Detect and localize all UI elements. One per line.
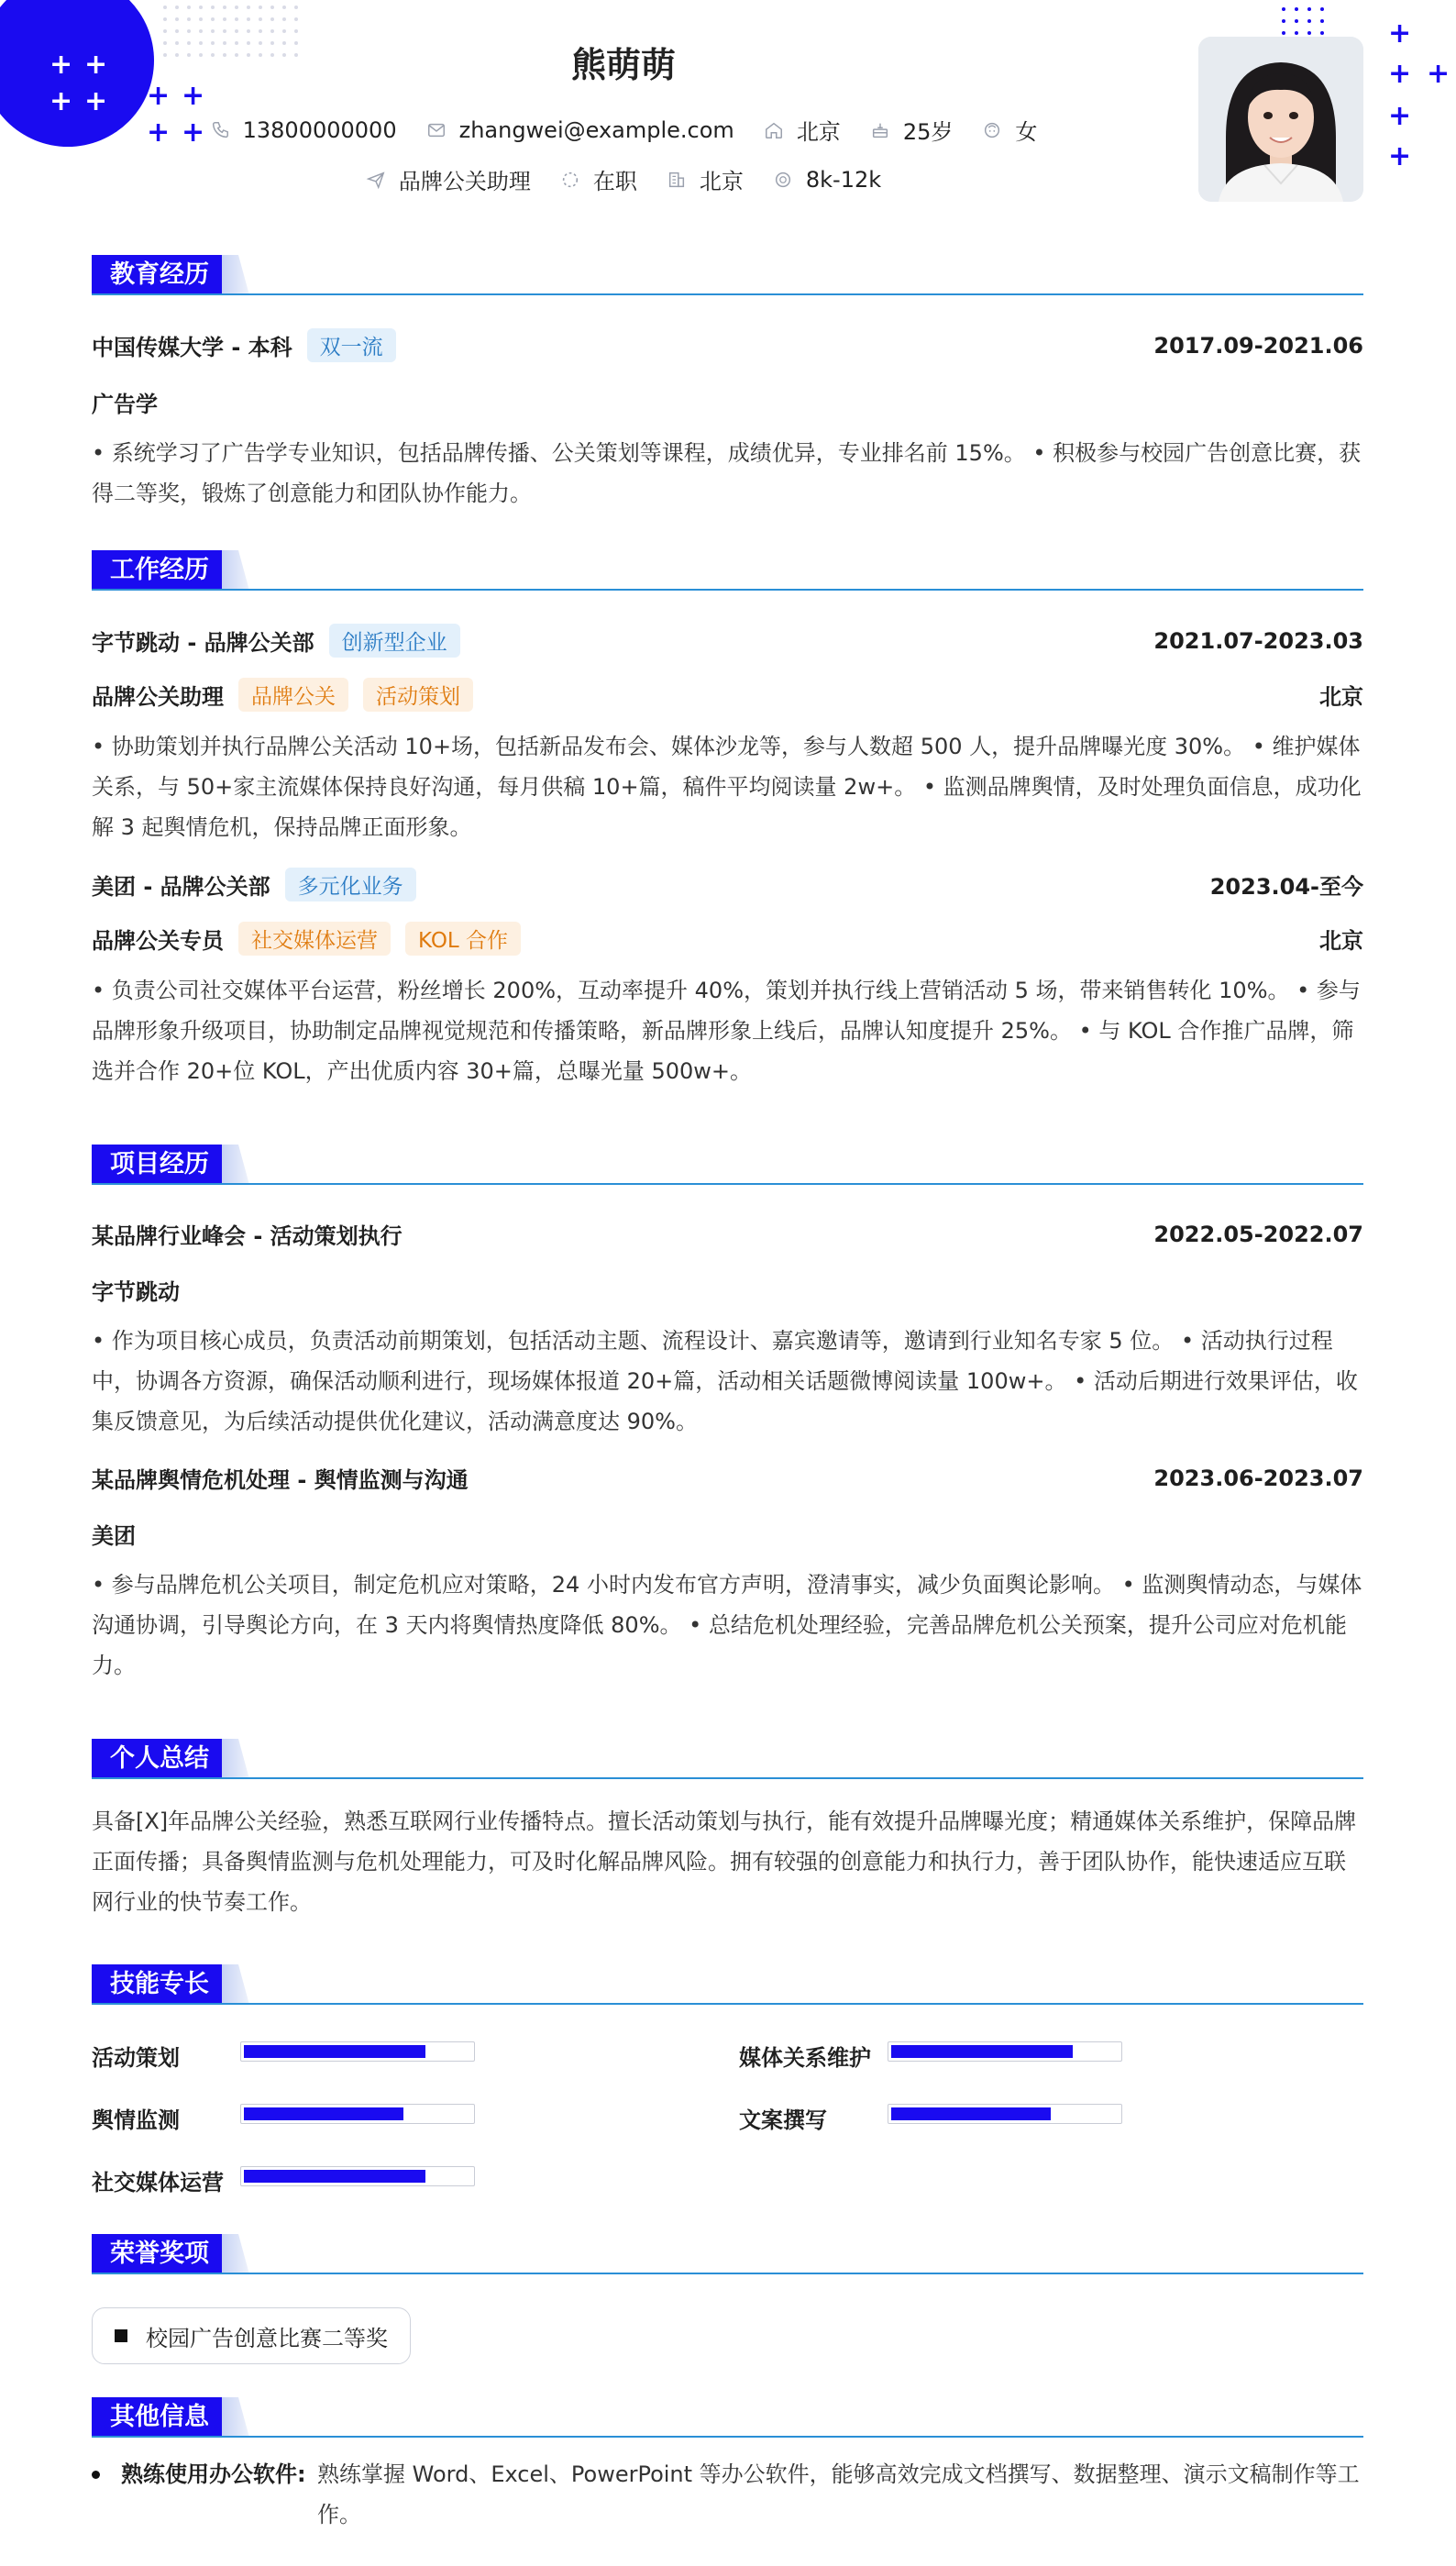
company-name: 字节跳动 - 品牌公关部 <box>92 630 314 656</box>
entry-header <box>92 868 1363 901</box>
company-tag: 多元化业务 <box>285 868 416 901</box>
section-divider <box>92 2003 1363 2005</box>
skill-item <box>92 2102 180 2134</box>
work-city-item <box>667 163 744 195</box>
plus-icon: + <box>84 85 108 117</box>
skill-item <box>92 2040 180 2072</box>
email-item <box>426 117 734 143</box>
skills-section <box>92 1964 1363 2212</box>
section-title-tail <box>222 2397 249 2438</box>
company-tag: 创新型企业 <box>329 624 460 658</box>
section-header <box>92 1739 1363 1779</box>
period: 2022.05-2022.07 <box>1153 1221 1363 1247</box>
salary-item <box>773 167 881 193</box>
skill-bar <box>888 2041 1122 2062</box>
role-row <box>92 922 1363 956</box>
location: 北京 <box>1319 928 1363 954</box>
skill-bar <box>888 2104 1122 2124</box>
section-title: 项目经历 <box>92 1145 227 1185</box>
skill-name: 社交媒体运营 <box>92 2170 224 2195</box>
section-title: 个人总结 <box>92 1739 227 1779</box>
resume-name: 熊萌萌 <box>570 45 676 85</box>
plus-icon: + <box>1388 140 1412 172</box>
skill-item <box>92 2164 224 2196</box>
skill-fill <box>244 2170 425 2183</box>
description: • 负责公司社交媒体平台运营，粉丝增长 200%，互动率提升 40%，策划并执行线上营销活动 5 场，带来销售转化 10%。 • 参与品牌形象升级项目，协助制定品牌视觉规范和传播策略，新品牌形象上线后，品牌认知度提升 25%。 • 与 KOL 合作推广品牌，筛选并合作 20+位 KOL，产出优质内容 30+篇，总曝光量 500w+。 <box>92 978 1361 1084</box>
plus-icon: + <box>50 49 73 81</box>
bullet-icon <box>92 2471 100 2479</box>
plus-icon: + <box>50 85 73 117</box>
avatar <box>1198 37 1363 202</box>
section-divider <box>92 589 1363 591</box>
section-title-tail <box>222 550 249 591</box>
plus-icon: + <box>1388 100 1412 132</box>
cake-icon <box>870 120 890 140</box>
section-header <box>92 2234 1363 2274</box>
send-icon <box>366 170 386 190</box>
role-row <box>92 678 1363 712</box>
age-text: 25岁 <box>902 119 954 145</box>
skill-name: 舆情监测 <box>92 2107 180 2133</box>
description: • 协助策划并执行品牌公关活动 10+场，包括新品发布会、媒体沙龙等，参与人数超 500 人，提升品牌曝光度 30%。 • 维护媒体关系，与 50+家主流媒体保持良好沟通，每月供稿 10+篇，稿件平均阅读量 2w+。 • 监测品牌舆情，及时处理负面信息，成功化解 3 起舆情危机，保持品牌正面形象。 <box>92 734 1362 840</box>
entry-header <box>92 328 1363 362</box>
contact-row <box>0 114 1247 149</box>
plus-icon: + <box>84 49 108 81</box>
section-title: 其他信息 <box>92 2397 227 2438</box>
square-bullet-icon <box>115 2329 127 2342</box>
summary-text: 具备[X]年品牌公关经验，熟悉互联网行业传播特点。擅长活动策划与执行，能有效提升品牌曝光度；精通媒体关系维护，保障品牌正面传播；具备舆情监测与危机处理能力，可及时化解品牌风险。拥有较强的创意能力和执行力，善于团队协作，能快速适应互联网行业的快节奏工作。 <box>92 1808 1357 1915</box>
home-icon <box>764 120 784 140</box>
loading-icon <box>560 170 580 190</box>
entry-header <box>92 1218 1363 1250</box>
period: 2023.04-至今 <box>1209 874 1363 900</box>
skill-name: 文案撰写 <box>739 2107 827 2133</box>
skill-item <box>739 2102 827 2134</box>
email-text: zhangwei@example.com <box>458 116 734 143</box>
section-header <box>92 550 1363 591</box>
project-name: 某品牌舆情危机处理 - 舆情监测与沟通 <box>92 1467 469 1493</box>
other-section <box>92 2397 1363 2553</box>
section-header <box>92 255 1363 295</box>
plus-icon: + <box>1388 17 1412 50</box>
section-divider <box>92 2436 1363 2438</box>
honor-item <box>92 2307 411 2364</box>
description: • 系统学习了广告学专业知识，包括品牌传播、公关策划等课程，成绩优异，专业排名前 15%。 • 积极参与校园广告创意比赛，获得二等奖，锻炼了创意能力和团队协作能力。 <box>92 440 1362 506</box>
company-name: 美团 - 品牌公关部 <box>92 874 270 900</box>
skill-fill <box>244 2107 403 2120</box>
section-title-tail <box>222 1145 249 1185</box>
status-text: 在职 <box>592 169 637 194</box>
other-text: 熟练掌握 Word、Excel、PowerPoint 等办公软件，能够高效完成文档撰写、数据整理、演示文稿制作等工作。 <box>317 2461 1360 2527</box>
skill-name: 媒体关系维护 <box>739 2045 871 2071</box>
role-tag: 品牌公关 <box>238 678 348 712</box>
section-title: 荣誉奖项 <box>92 2234 227 2274</box>
location: 北京 <box>1319 684 1363 710</box>
position-text: 品牌公关助理 <box>398 169 531 194</box>
plus-icon: + <box>1427 58 1450 90</box>
major: 广告学 <box>92 392 158 417</box>
period: 2021.07-2023.03 <box>1153 627 1363 654</box>
job-intent-row <box>0 163 1247 195</box>
role-tag: KOL 合作 <box>405 922 521 956</box>
section-divider <box>92 2273 1363 2274</box>
project-org: 美团 <box>92 1523 136 1549</box>
section-header <box>92 1964 1363 2005</box>
phone-item <box>210 117 397 143</box>
phone-icon <box>210 120 230 140</box>
other-label: 熟练使用办公软件: <box>121 2461 306 2487</box>
phone-text: 13800000000 <box>242 116 397 143</box>
work-city-text: 北京 <box>699 169 744 194</box>
plus-icon: + <box>147 116 171 149</box>
plus-icon: + <box>182 80 205 112</box>
school-name: 中国传媒大学 - 本科 <box>92 335 292 360</box>
entry-header <box>92 624 1363 658</box>
section-title: 教育经历 <box>92 255 227 295</box>
skill-fill <box>891 2045 1073 2058</box>
skill-name: 活动策划 <box>92 2045 180 2071</box>
project-name: 某品牌行业峰会 - 活动策划执行 <box>92 1223 403 1249</box>
decorative-dots <box>1282 7 1324 35</box>
skill-fill <box>891 2107 1051 2120</box>
city-item <box>764 114 841 146</box>
status-item <box>560 163 637 195</box>
skill-bar <box>240 2104 475 2124</box>
description: • 参与品牌危机公关项目，制定危机应对策略，24 小时内发布官方声明，澄清事实，减少负面舆论影响。 • 监测舆情动态，与媒体沟通协调，引导舆论方向，在 3 天内将舆情热度降低 80%。 • 总结危机处理经验，完善品牌危机公关预案，提升公司应对危机能力。 <box>92 1572 1362 1678</box>
projects-section <box>92 1145 1363 1686</box>
section-header <box>92 1145 1363 1185</box>
honor-text: 校园广告创意比赛二等奖 <box>146 2325 388 2351</box>
section-title-tail <box>222 255 249 295</box>
section-title-tail <box>222 1739 249 1779</box>
section-title: 技能专长 <box>92 1964 227 2005</box>
role-title: 品牌公关助理 <box>92 684 224 710</box>
section-divider <box>92 1183 1363 1185</box>
gender-icon <box>982 120 1002 140</box>
section-divider <box>92 1777 1363 1779</box>
plus-icon: + <box>1388 58 1412 90</box>
mail-icon <box>426 120 447 140</box>
section-title-tail <box>222 1964 249 2005</box>
plus-icon: + <box>147 80 171 112</box>
skill-bar <box>240 2166 475 2186</box>
plus-icon: + <box>182 116 205 149</box>
role-tag: 社交媒体运营 <box>238 922 391 956</box>
role-tag: 活动策划 <box>363 678 473 712</box>
skill-fill <box>244 2045 425 2058</box>
education-section <box>92 255 1363 514</box>
honors-section <box>92 2234 1363 2353</box>
period: 2023.06-2023.07 <box>1153 1465 1363 1491</box>
skill-item <box>739 2040 871 2072</box>
building-icon <box>667 170 687 190</box>
city-text: 北京 <box>796 119 841 145</box>
gender-item <box>982 114 1037 146</box>
age-item <box>870 114 954 146</box>
period: 2017.09-2021.06 <box>1153 332 1363 359</box>
position-item <box>366 163 531 195</box>
section-title-tail <box>222 2234 249 2274</box>
summary-section <box>92 1739 1363 1922</box>
project-org: 字节跳动 <box>92 1279 180 1305</box>
section-title: 工作经历 <box>92 550 227 591</box>
coin-icon <box>773 170 793 190</box>
salary-text: 8k-12k <box>805 166 882 193</box>
role-title: 品牌公关专员 <box>92 928 224 954</box>
section-header <box>92 2397 1363 2438</box>
school-tag: 双一流 <box>307 328 396 362</box>
gender-text: 女 <box>1015 119 1038 145</box>
entry-header <box>92 1462 1363 1494</box>
work-section <box>92 550 1363 1091</box>
section-divider <box>92 293 1363 295</box>
other-item <box>92 2454 1363 2537</box>
skill-bar <box>240 2041 475 2062</box>
description: • 作为项目核心成员，负责活动前期策划，包括活动主题、流程设计、嘉宾邀请等，邀请到行业知名专家 5 位。 • 活动执行过程中，协调各方资源，确保活动顺利进行，现场媒体报道 20+篇，活动相关话题微博阅读量 100w+。 • 活动后期进行效果评估，收集反馈意见，为后续活动提供优化建议，活动满意度达 90%。 <box>92 1328 1358 1434</box>
